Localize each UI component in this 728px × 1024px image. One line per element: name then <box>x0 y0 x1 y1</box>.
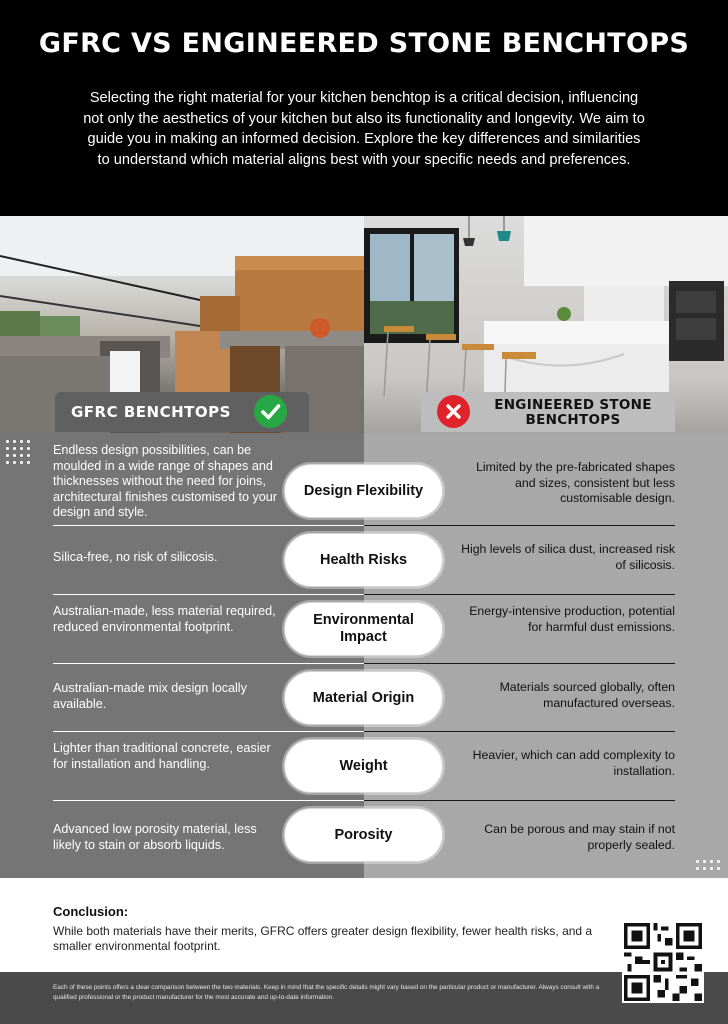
criterion-pill: Weight <box>284 739 443 793</box>
dot-pattern-left <box>6 440 36 470</box>
row-divider <box>53 800 675 801</box>
criterion-pill: Material Origin <box>284 671 443 725</box>
criterion-pill: Porosity <box>284 808 443 862</box>
conclusion-heading: Conclusion: <box>53 904 129 919</box>
gfrc-text: Australian-made, less material required, reduced environmental footprint. <box>53 604 276 634</box>
page-title: GFRC VS ENGINEERED STONE BENCHTOPS <box>38 28 690 59</box>
row-divider <box>53 525 675 526</box>
qr-code[interactable] <box>622 921 704 1003</box>
stone-text: Heavier, which can add complexity to installation. <box>472 748 675 778</box>
criterion-pill: Design Flexibility <box>284 464 443 518</box>
conclusion-section <box>53 904 613 954</box>
footer-bar <box>0 972 728 1024</box>
stone-text: High levels of silica dust, increased risk of silicosis. <box>461 542 675 572</box>
row-divider <box>53 731 675 732</box>
gfrc-tab <box>55 392 309 432</box>
stone-text: Energy-intensive production, potential for harmful dust emissions. <box>469 604 675 634</box>
gfrc-text: Australian-made mix design locally available. <box>53 681 247 711</box>
dot-pattern-right <box>696 860 726 874</box>
stone-tab <box>421 392 675 432</box>
check-icon <box>254 395 287 428</box>
header-banner <box>0 0 728 216</box>
criterion-pill: Health Risks <box>284 533 443 587</box>
stone-text: Materials sourced globally, often manufactured overseas. <box>499 680 675 710</box>
stone-text: Limited by the pre-fabricated shapes and sizes, consistent but less customisable design. <box>476 460 675 505</box>
gfrc-text: Lighter than traditional concrete, easier for installation and handling. <box>53 741 271 771</box>
gfrc-text: Silica-free, no risk of silicosis. <box>53 550 218 564</box>
gfrc-text: Advanced low porosity material, less likely to stain or absorb liquids. <box>53 822 257 852</box>
footer-disclaimer: Each of these points offers a clear comparison between the two materials. Keep in mind that the specific details might vary based on the particular product or manufacturer. Always consult with a qualified professional or the product manufacturer for the most accurate and up-to-date information. <box>53 984 600 1001</box>
cross-icon <box>437 395 470 428</box>
conclusion-text: While both materials have their merits, GFRC offers greater design flexibility, fewer health risks, and a smaller environmental footprint. <box>53 924 593 953</box>
gfrc-text: Endless design possibilities, can be moulded in a wide range of shapes and thicknesses without the need for joins, architectural finishes customised to your design and style. <box>53 443 277 519</box>
stone-tab-label: ENGINEERED STONE BENCHTOPS <box>494 397 652 428</box>
stone-text: Can be porous and may stain if not properly sealed. <box>484 822 675 852</box>
intro-paragraph: Selecting the right material for your kitchen benchtop is a critical decision, influencing not only the aesthetics of your kitchen but also its functionality and longevity. We aim to guide you in making an informed decision. Explore the key differences and similarities to understand which material aligns best with your specific needs and preferences. <box>83 90 645 168</box>
gfrc-tab-label: GFRC BENCHTOPS <box>71 403 231 421</box>
criterion-pill: Environmental Impact <box>284 602 443 656</box>
row-divider <box>53 594 675 595</box>
row-divider <box>53 663 675 664</box>
